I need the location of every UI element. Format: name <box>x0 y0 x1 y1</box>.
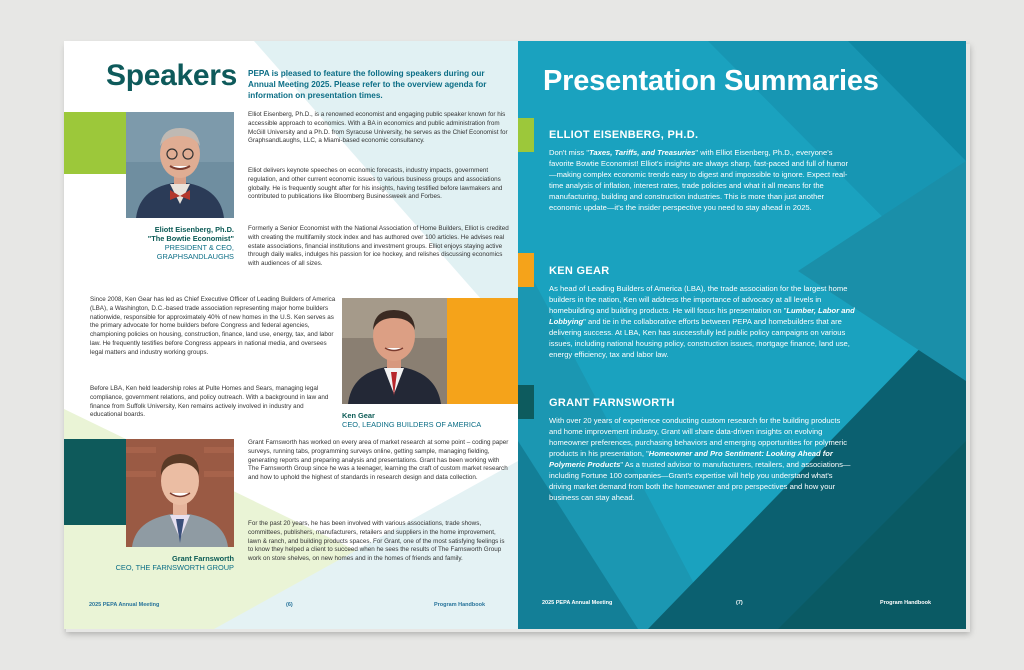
teal-accent-block <box>64 439 126 525</box>
section-body-gear <box>549 283 855 360</box>
gear-role: CEO, LEADING BUILDERS OF AMERICA <box>342 420 482 429</box>
eisenberg-caption <box>104 225 234 261</box>
section-accent-bar <box>518 118 534 152</box>
farnsworth-name: Grant Farnsworth <box>171 554 234 563</box>
left-page-speakers <box>64 41 518 629</box>
green-accent-block <box>64 112 126 174</box>
section-body-farnsworth <box>549 415 855 503</box>
body-text: " with Elliot Eisenberg, Ph.D., everyone's favorite Bowtie Economist! Elliot's insights are always sharp, fast-paced and full of humor—making complex economic trends easy to digest and impossible to ignore. Expect real-time analysis of inflation, interest rates, trade policies and what it all means for the manufacturing, building and construction industries. This is more than just another economic update—it's the insider perspective you need to stay ahead in 2025. <box>549 148 849 212</box>
presentation-title: Homeowner and Pro Sentiment: Looking Ahead for Polymeric Products <box>549 449 833 469</box>
orange-accent-block <box>447 298 518 404</box>
section-accent-bar <box>518 253 534 287</box>
section-accent-bar <box>518 385 534 419</box>
gear-photo <box>342 298 447 404</box>
presentation-title: Lumber, Labor and Lobbying <box>549 306 855 326</box>
page-number: (7) <box>736 600 743 606</box>
footer-right: Program Handbook <box>880 600 932 606</box>
right-page-summaries <box>518 41 966 629</box>
eisenberg-photo <box>126 112 234 218</box>
footer-left: 2025 PEPA Annual Meeting <box>542 600 613 606</box>
eisenberg-bio-2: Elliot delivers keynote speeches on economic forecasts, industry impacts, government regulation, and other current economic issues to various business groups and associations globally. He is frequently sought after for his insights, having testified before lawmakers and contributed to publications like Bloomberg Businessweek and Forbes. <box>248 167 503 201</box>
eisenberg-nickname: "The Bowtie Economist" <box>147 234 234 243</box>
presentation-title: Taxes, Tariffs, and Treasuries <box>589 148 696 157</box>
page-number: (6) <box>286 602 293 608</box>
gear-bio-1: Since 2008, Ken Gear has led as Chief Executive Officer of Leading Builders of America (LBA), a Washington, D.C.-based trade association representing major home builders nationwide, responsible for approximately 40% of new homes in the U.S. Ken serves as the primary advocate for home builders before Congress and federal agencies, championing policies on housing, construction, finance, land use, energy, tax, and labor law. He frequently testifies before Congress appears in national media, and oversees legal matters and industry working groups. <box>90 296 336 356</box>
farnsworth-role: CEO, THE FARNSWORTH GROUP <box>115 563 234 572</box>
section-heading-eisenberg: ELLIOT EISENBERG, PH.D. <box>549 129 699 141</box>
page-title: Presentation Summaries <box>543 65 879 97</box>
section-heading-farnsworth: GRANT FARNSWORTH <box>549 397 675 409</box>
gear-name: Ken Gear <box>342 411 375 420</box>
gear-bio-2: Before LBA, Ken held leadership roles at Pulte Homes and Sears, managing legal compliance, government relations, and policy outreach. With a background in law and finance from Suffolk University, Ken remains actively involved in industry and educational boards. <box>90 385 329 419</box>
footer-right: Program Handbook <box>434 602 486 608</box>
intro-text: PEPA is pleased to feature the following speakers during our Annual Meeting 2025. Please refer to the overview agenda for information on presentation times. <box>248 69 487 101</box>
body-text: With over 20 years of experience conducting custom research for the building products and home improvement industry, Grant will share data-driven insights on evolving homeowner preferences, purchasing behaviors and emerging opportunities for polymeric products in his presentation, " <box>549 416 848 458</box>
body-text: Don't miss " <box>549 148 590 157</box>
section-body-eisenberg <box>549 147 855 213</box>
eisenberg-bio-1: Elliot Eisenberg, Ph.D., is a renowned economist and engaging public speaker known for his accessible approach to economics. With a BA in economics and public administration from McGill University and a Ph.D. from Syracuse University, he serves as the Chief Economist for GraphsandLaughs, LLC, a Miami-based economic consultancy. <box>248 111 508 145</box>
gear-caption <box>342 411 512 429</box>
body-text: " and tie in the collaborative efforts between PEPA and homebuilders that are delivering success. At LBA, Ken has successfully led public policy campaigns on various issues, including national housing policy, construction issues, mortgage finance, land use, energy efficiency, tax and labor law. <box>549 317 850 359</box>
eisenberg-name: Eliott Eisenberg, Ph.D. <box>154 225 234 234</box>
farnsworth-photo <box>126 439 234 547</box>
footer-left: 2025 PEPA Annual Meeting <box>89 602 160 608</box>
farnsworth-bio-1: Grant Farnsworth has worked on every area of market research at some point – coding paper surveys, running tabs, programming surveys online, getting sample, managing fielding, generating reports and preparing analysis and presentations. Grant has been working with The Farnsworth Group since he was a teenager, learning the craft of custom market research and how to uphold the highest of standards in research design and data collection. <box>248 439 509 482</box>
page-title: Speakers <box>106 59 238 92</box>
eisenberg-role: PRESIDENT & CEO, <box>164 243 234 252</box>
farnsworth-caption <box>94 554 234 572</box>
body-text: As head of Leading Builders of America (LBA), the trade association for the largest home builders in the nation, Ken will address the importance of advocacy at all levels in homebuilding and building products. He will focus his presentation on " <box>549 284 848 315</box>
body-text: " As a trusted advisor to manufacturers, retailers, and associations—including Fortune 100 companies—Grant's expertise will help you understand what's driving market demand from both the homeowner and pro perspectives and how your business can stay ahead. <box>549 460 851 502</box>
eisenberg-bio-3: Formerly a Senior Economist with the National Association of Home Builders, Elliot is credited with creating the multifamily stock index and has authored over 100 articles. He advises real estate associations, financial institutions and investment groups. Elliot enjoys staying active through daily walks, indulges his passion for ice hockey, and relishes discussing economics with audiences of all sizes. <box>248 225 509 268</box>
section-heading-gear: KEN GEAR <box>549 265 610 277</box>
eisenberg-company: GRAPHSANDLAUGHS <box>156 252 234 261</box>
farnsworth-bio-2: For the past 20 years, he has been involved with various associations, trade shows, committees, publishers, manufacturers, retailers and suppliers in the home improvement, lawn & ranch, and building products spaces. For Grant, one of the most satisfying feelings is to know they helped a client to succeed when he sees the results of The Farnsworth Group work on store shelves, on new homes and in the homes of friends and family. <box>248 520 505 563</box>
